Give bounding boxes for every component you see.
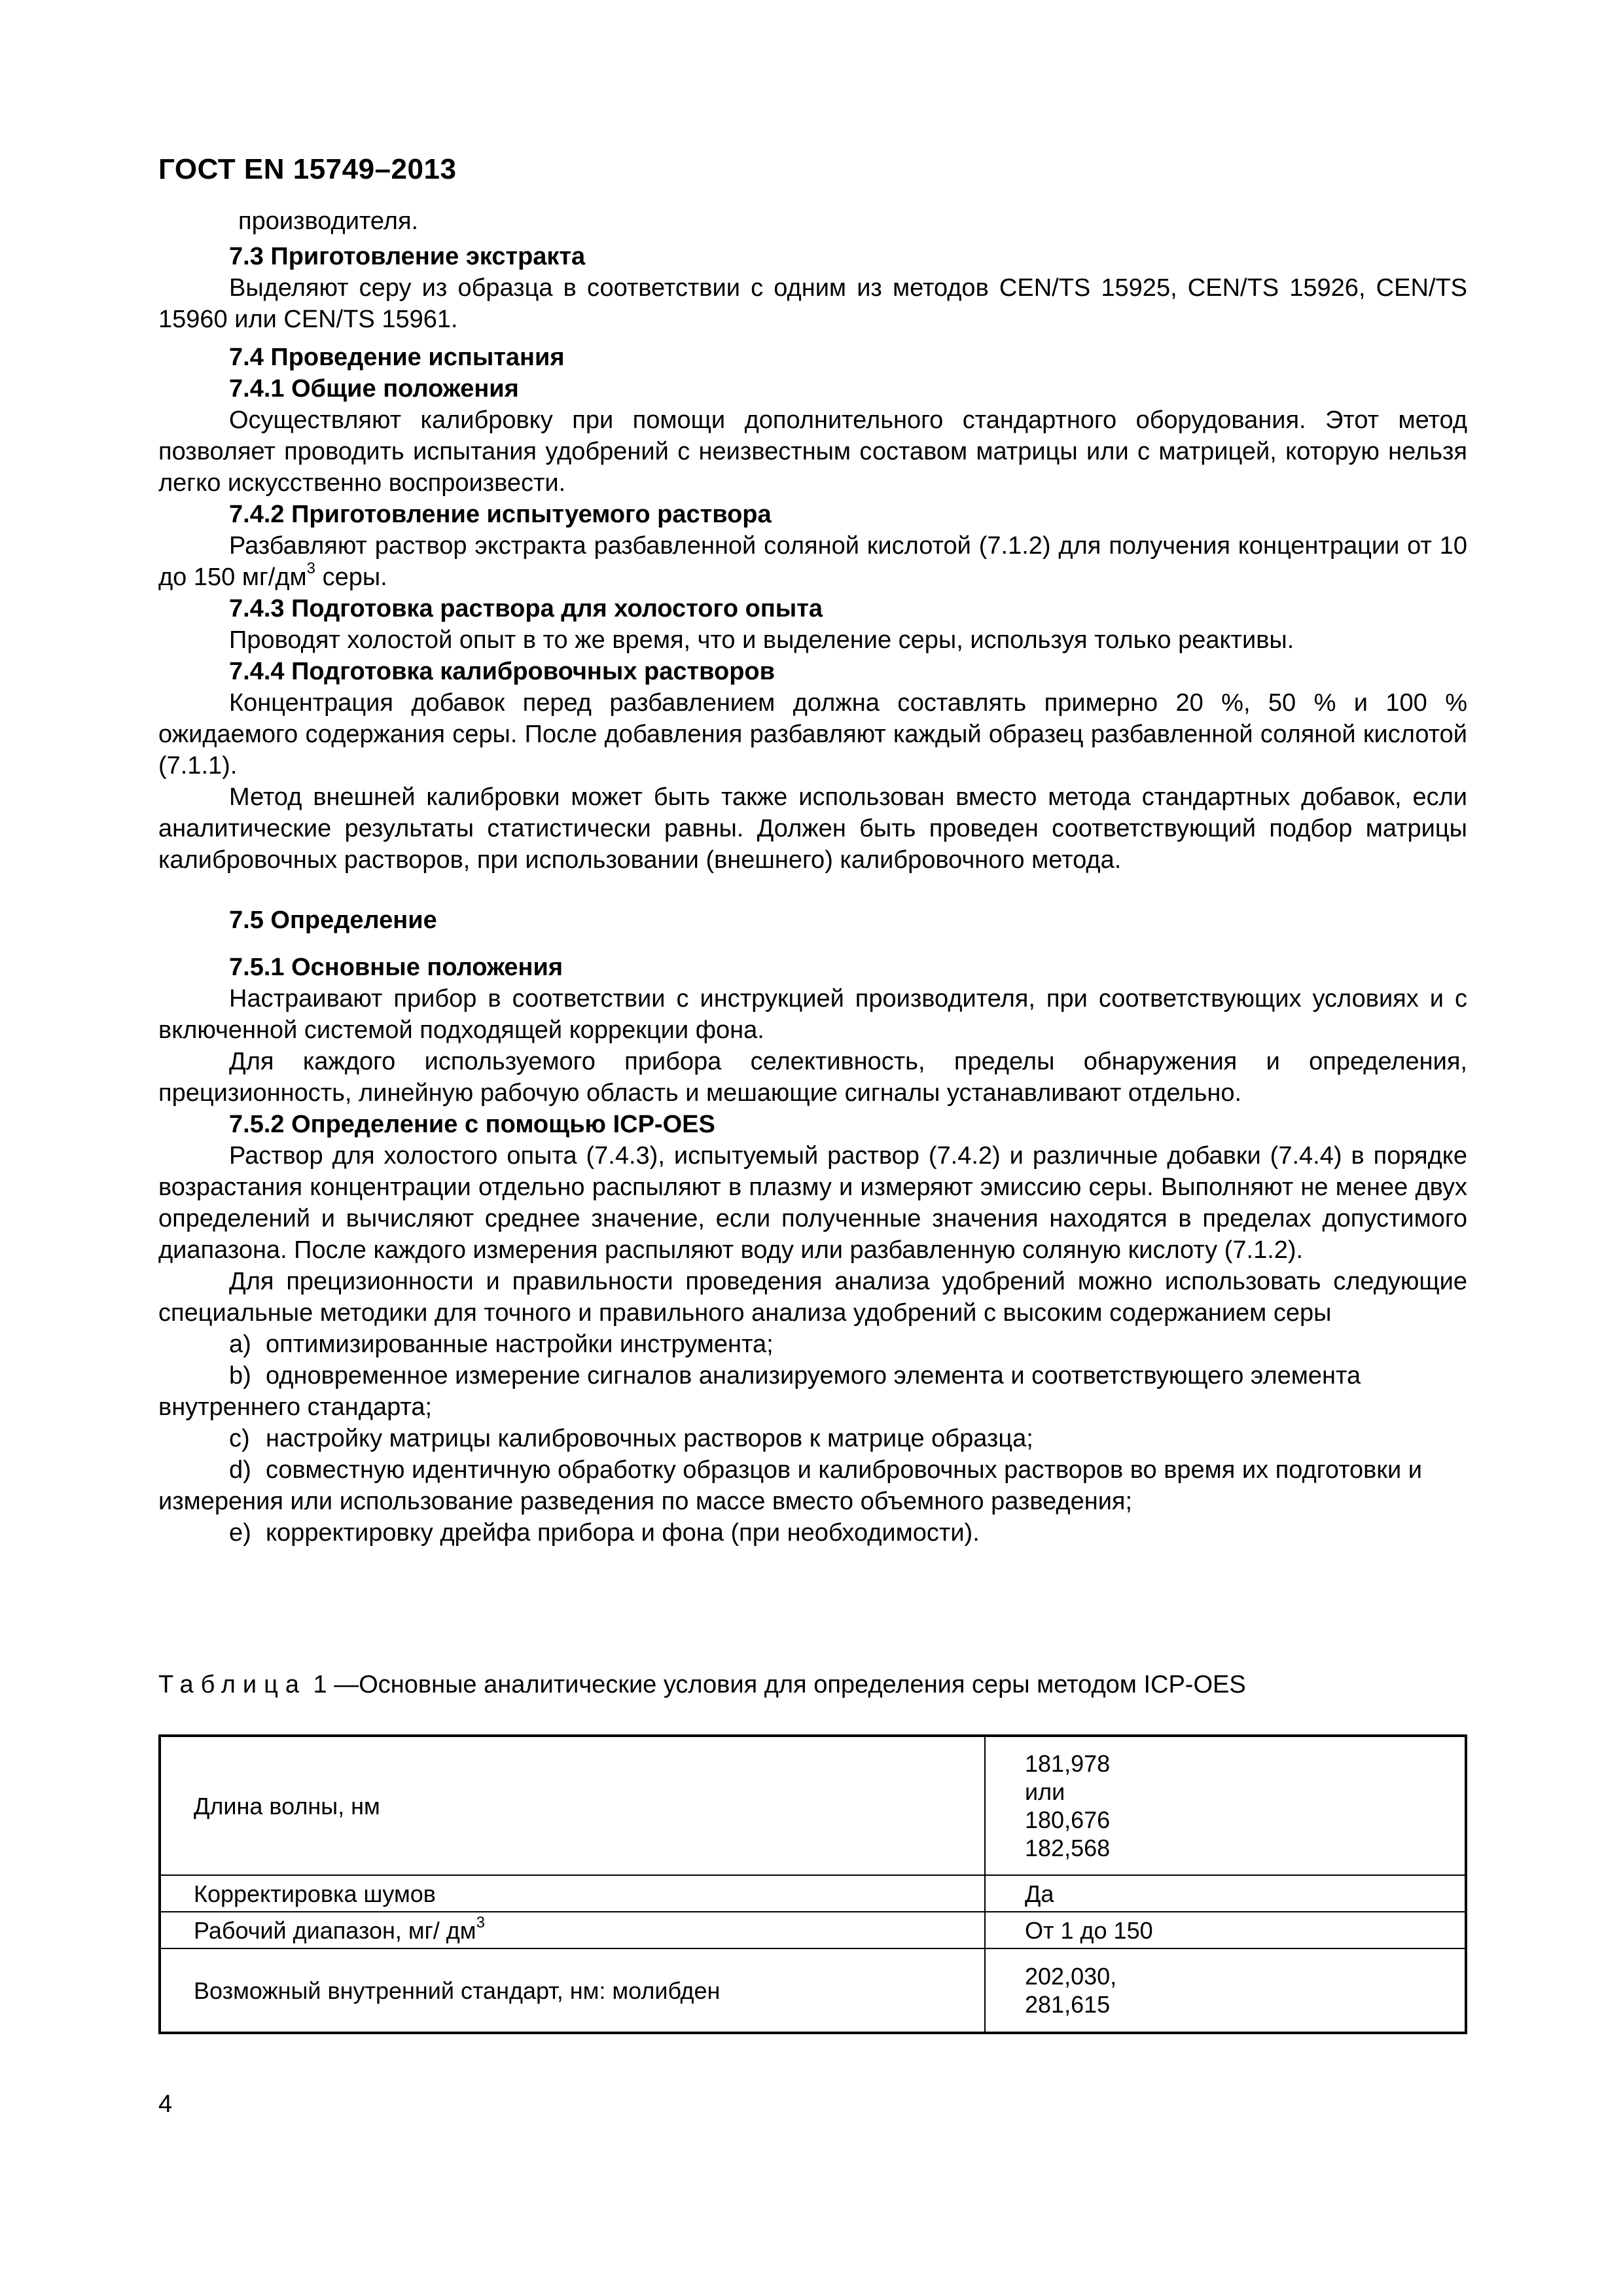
section-heading-7-4-4: 7.4.4 Подготовка калибровочных растворов (229, 658, 775, 685)
superscript-3: 3 (306, 560, 316, 578)
paragraph-7-4-3: Проводят холостой опыт в то же время, что и выделение серы, используя только реактивы. (229, 626, 1294, 654)
list-item-text: совместную идентичную обработку образцов и калибровочных растворов во время их подготовки и измерения или использование разведения по массе вместо объемного разведения; (158, 1456, 1422, 1515)
table-cell-value (985, 1948, 1466, 2033)
table-row (160, 1948, 1466, 2033)
paragraph-7-4-4-1: Концентрация добавок перед разбавлением должна составлять примерно 20 %, 50 % и 100 % ожидаемого содержания серы. После добавления разбавляют каждый образец разбавленной соляной кислотой (7.1.1). (158, 689, 1467, 780)
table-cell-param: Длина волны, нм (160, 1736, 985, 1875)
list-item (158, 1360, 1467, 1423)
section-heading-7-4-3: 7.4.3 Подготовка раствора для холостого опыта (229, 595, 823, 622)
list-marker: e) (229, 1519, 251, 1547)
paragraph-7-4-1: Осуществляют калибровку при помощи дополнительного стандартного оборудования. Этот метод позволяет проводить испытания удобрений с неизвестным составом матрицы или с матрицей, которую нельзя легко искусственно воспроизвести. (158, 406, 1467, 497)
section-heading-7-3: 7.3 Приготовление экстракта (229, 243, 586, 270)
table-cell-value (985, 1912, 1466, 1948)
table-caption (158, 1671, 1246, 1699)
list-marker: c) (229, 1425, 250, 1452)
list-item-text: оптимизированные настройки инструмента; (266, 1331, 774, 1358)
table-cell-value (985, 1875, 1466, 1912)
list-item-text: корректировку дрейфа прибора и фона (при необходимости). (266, 1519, 980, 1547)
page-number: 4 (158, 2090, 173, 2118)
table-cell-param: Возможный внутренний стандарт, нм: молибден (160, 1948, 985, 2033)
paragraph-continuation: производителя. (238, 207, 419, 235)
value-line: 182,568 (1025, 1835, 1111, 1861)
value-line: Да (1025, 1880, 1054, 1907)
value-line: 180,676 (1025, 1806, 1111, 1833)
value-line: 181,978 (1025, 1750, 1111, 1777)
paragraph-7-3: Выделяют серу из образца в соответствии с одним из методов CEN/TS 15925, CEN/TS 15926, CEN/TS 15960 или CEN/TS 15961. (158, 274, 1467, 333)
section-heading-7-4: 7.4 Проведение испытания (229, 344, 565, 371)
list-item-text: настройку матрицы калибровочных растворов к матрице образца; (266, 1425, 1033, 1452)
value-line: От 1 до 150 (1025, 1916, 1153, 1944)
section-heading-7-5-1: 7.5.1 Основные положения (229, 954, 563, 981)
paragraph-7-5-1-1: Настраивают прибор в соответствии с инструкцией производителя, при соответствующих условиях и с включенной системой подходящей коррекции фона. (158, 985, 1467, 1044)
paragraph-7-4-4-2: Метод внешней калибровки может быть также использован вместо метода стандартных добавок, если аналитические результаты статистически равны. Должен быть проведен соответствующий подбор матрицы калибровочных растворов, при использовании (внешнего) калибровочного метода. (158, 783, 1467, 874)
section-heading-7-4-1: 7.4.1 Общие положения (229, 375, 519, 403)
paragraph-7-5-2-2: Для прецизионности и правильности проведения анализа удобрений можно использовать следующие специальные методики для точного и правильного анализа удобрений с высоким содержанием серы (158, 1268, 1467, 1327)
paragraph-7-4-2 (158, 530, 1467, 593)
list-marker: a) (229, 1331, 251, 1358)
section-heading-7-5: 7.5 Определение (229, 906, 437, 934)
document-header: ГОСТ EN 15749–2013 (158, 153, 457, 185)
section-heading-7-5-2: 7.5.2 Определение с помощью ICP-OES (229, 1111, 715, 1138)
document-body (158, 206, 1467, 1549)
list-item (158, 1329, 1467, 1360)
value-line: 281,615 (1025, 1991, 1111, 2018)
table-cell-param: Корректировка шумов (160, 1875, 985, 1912)
table-row (160, 1875, 1466, 1912)
section-heading-7-4-2: 7.4.2 Приготовление испытуемого раствора (229, 501, 772, 528)
value-line: или (1025, 1778, 1065, 1805)
value-line: 202,030, (1025, 1963, 1117, 1990)
list-item (158, 1517, 1467, 1549)
paragraph-7-5-2-1: Раствор для холостого опыта (7.4.3), испытуемый раствор (7.4.2) и различные добавки (7.4.4) в порядке возрастания концентрации отдельно распыляют в плазму и измеряют эмиссию серы. Выполняют не менее двух определений и вычисляют среднее значение, если полученные значения находятся в пределах допустимого диапазона. После каждого измерения распыляют воду или разбавленную соляную кислоту (7.1.2). (158, 1142, 1467, 1264)
table-row (160, 1736, 1466, 1875)
param-text: Рабочий диапазон, мг/ дм (194, 1916, 476, 1944)
list-item-text: одновременное измерение сигналов анализируемого элемента и соответствующего элемента внутреннего стандарта; (158, 1362, 1361, 1421)
table-caption-text: 1 —Основные аналитические условия для определения серы методом ICP-OES (306, 1671, 1246, 1698)
paragraph-7-4-2-text: Разбавляют раствор экстракта разбавленной соляной кислотой (7.1.2) для получения концентрации от 10 до 150 мг/дм (158, 532, 1467, 591)
list-marker: b) (229, 1362, 251, 1390)
paragraph-7-5-1-2: Для каждого используемого прибора селективность, пределы обнаружения и определения, прецизионность, линейную рабочую область и мешающие сигналы устанавливают отдельно. (158, 1048, 1467, 1107)
conditions-table (158, 1734, 1467, 2034)
table-cell-param (160, 1912, 985, 1948)
list-item (158, 1423, 1467, 1454)
table-caption-label: Таблица (158, 1671, 306, 1698)
table-row (160, 1912, 1466, 1948)
paragraph-7-4-2-tail: серы. (315, 564, 387, 591)
superscript-3: 3 (476, 1913, 485, 1931)
list-item (158, 1454, 1467, 1517)
list-marker: d) (229, 1456, 251, 1484)
table-cell-value (985, 1736, 1466, 1875)
